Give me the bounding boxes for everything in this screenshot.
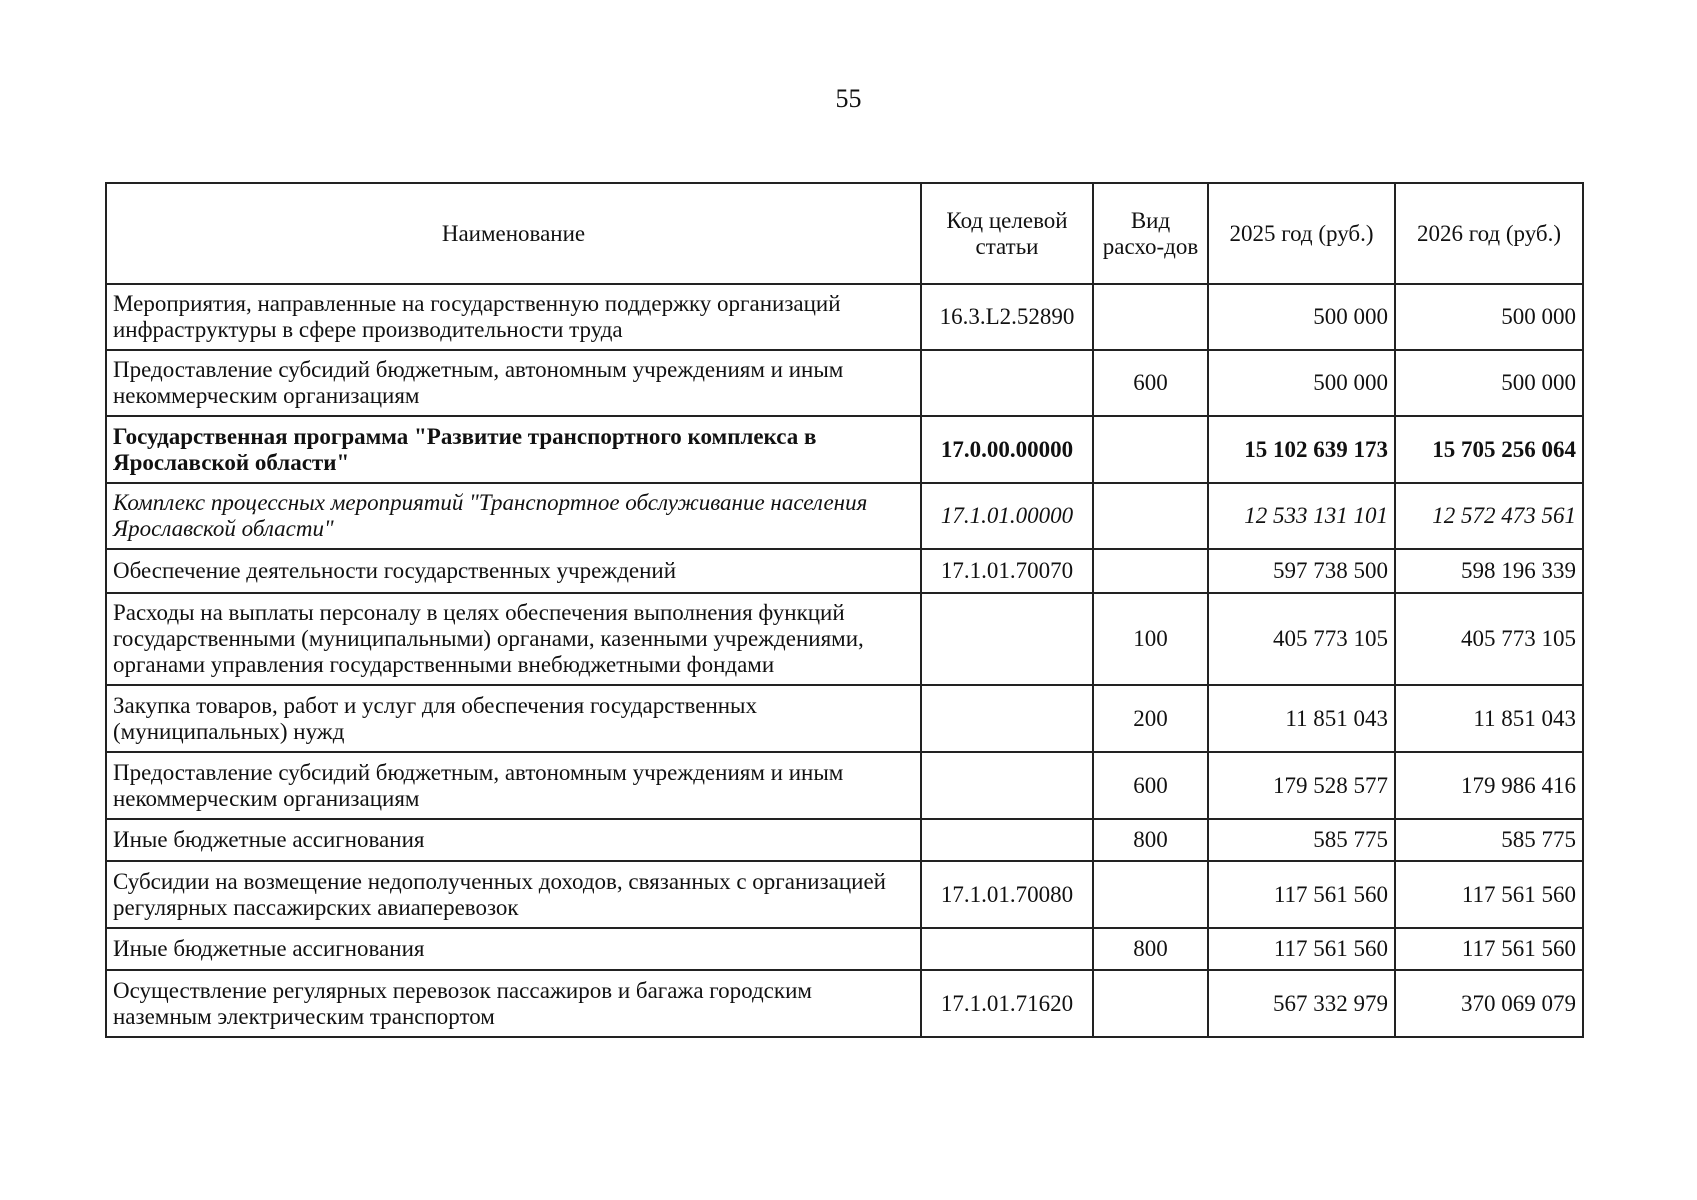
cell-2025: 597 738 500 — [1208, 549, 1395, 593]
cell-expense-type — [1093, 970, 1208, 1037]
cell-expense-type: 200 — [1093, 685, 1208, 752]
table-row — [106, 483, 1583, 549]
cell-2025: 11 851 043 — [1208, 685, 1395, 752]
cell-name: Иные бюджетные ассигнования — [106, 819, 921, 861]
cell-code: 17.1.01.70080 — [921, 861, 1093, 928]
header-code: Код целевой статьи — [921, 183, 1093, 284]
cell-2026: 179 986 416 — [1395, 752, 1583, 819]
cell-code: 17.0.00.00000 — [921, 416, 1093, 483]
cell-code: 17.1.01.70070 — [921, 549, 1093, 593]
budget-table — [105, 182, 1584, 1038]
cell-expense-type: 600 — [1093, 350, 1208, 416]
cell-name: Предоставление субсидий бюджетным, автономным учреждениям и иным некоммерческим организациям — [106, 350, 921, 416]
cell-2025: 405 773 105 — [1208, 593, 1395, 685]
cell-name: Расходы на выплаты персоналу в целях обеспечения выполнения функций государственными (муниципальными) органами, казенными учреждениями, органами управления государственными внебюджетными фондами — [106, 593, 921, 685]
cell-expense-type: 800 — [1093, 928, 1208, 970]
table-row — [106, 549, 1583, 593]
cell-2026: 117 561 560 — [1395, 861, 1583, 928]
table-body — [106, 284, 1583, 1037]
cell-name: Закупка товаров, работ и услуг для обеспечения государственных (муниципальных) нужд — [106, 685, 921, 752]
cell-2026: 585 775 — [1395, 819, 1583, 861]
cell-2026: 405 773 105 — [1395, 593, 1583, 685]
cell-name: Предоставление субсидий бюджетным, автономным учреждениям и иным некоммерческим организациям — [106, 752, 921, 819]
cell-2025: 15 102 639 173 — [1208, 416, 1395, 483]
table-row — [106, 928, 1583, 970]
cell-2025: 500 000 — [1208, 350, 1395, 416]
cell-expense-type: 800 — [1093, 819, 1208, 861]
cell-expense-type — [1093, 416, 1208, 483]
page-number: 55 — [835, 84, 862, 113]
cell-name: Осуществление регулярных перевозок пассажиров и багажа городским наземным электрическим транспортом — [106, 970, 921, 1037]
cell-name: Обеспечение деятельности государственных учреждений — [106, 549, 921, 593]
cell-2026: 500 000 — [1395, 350, 1583, 416]
cell-code — [921, 685, 1093, 752]
cell-expense-type: 100 — [1093, 593, 1208, 685]
cell-code — [921, 752, 1093, 819]
header-year-2025: 2025 год (руб.) — [1208, 183, 1395, 284]
cell-expense-type — [1093, 284, 1208, 350]
cell-2026: 370 069 079 — [1395, 970, 1583, 1037]
table-row — [106, 861, 1583, 928]
table-row — [106, 752, 1583, 819]
cell-code: 16.3.L2.52890 — [921, 284, 1093, 350]
cell-expense-type — [1093, 861, 1208, 928]
cell-name: Мероприятия, направленные на государственную поддержку организаций инфраструктуры в сфере производительности труда — [106, 284, 921, 350]
table-row — [106, 685, 1583, 752]
header-expense-type: Вид расхо-дов — [1093, 183, 1208, 284]
cell-2026: 598 196 339 — [1395, 549, 1583, 593]
cell-2025: 117 561 560 — [1208, 861, 1395, 928]
header-row — [106, 183, 1583, 284]
cell-2026: 500 000 — [1395, 284, 1583, 350]
cell-2026: 12 572 473 561 — [1395, 483, 1583, 549]
table-row — [106, 284, 1583, 350]
table-header — [106, 183, 1583, 284]
table-row — [106, 416, 1583, 483]
cell-expense-type — [1093, 483, 1208, 549]
header-name: Наименование — [106, 183, 921, 284]
cell-name: Комплекс процессных мероприятий "Транспортное обслуживание населения Ярославской области" — [106, 483, 921, 549]
cell-code: 17.1.01.71620 — [921, 970, 1093, 1037]
cell-name: Государственная программа "Развитие транспортного комплекса в Ярославской области" — [106, 416, 921, 483]
cell-2025: 567 332 979 — [1208, 970, 1395, 1037]
cell-2026: 15 705 256 064 — [1395, 416, 1583, 483]
cell-code — [921, 593, 1093, 685]
cell-2025: 585 775 — [1208, 819, 1395, 861]
cell-expense-type — [1093, 549, 1208, 593]
cell-2025: 500 000 — [1208, 284, 1395, 350]
table-row — [106, 593, 1583, 685]
cell-2026: 117 561 560 — [1395, 928, 1583, 970]
cell-2025: 12 533 131 101 — [1208, 483, 1395, 549]
cell-2026: 11 851 043 — [1395, 685, 1583, 752]
cell-code: 17.1.01.00000 — [921, 483, 1093, 549]
cell-code — [921, 350, 1093, 416]
cell-code — [921, 928, 1093, 970]
table-row — [106, 350, 1583, 416]
cell-name: Субсидии на возмещение недополученных доходов, связанных с организацией регулярных пассажирских авиаперевозок — [106, 861, 921, 928]
cell-2025: 179 528 577 — [1208, 752, 1395, 819]
cell-name: Иные бюджетные ассигнования — [106, 928, 921, 970]
cell-2025: 117 561 560 — [1208, 928, 1395, 970]
cell-expense-type: 600 — [1093, 752, 1208, 819]
cell-code — [921, 819, 1093, 861]
header-year-2026: 2026 год (руб.) — [1395, 183, 1583, 284]
table-row — [106, 819, 1583, 861]
table-row — [106, 970, 1583, 1037]
